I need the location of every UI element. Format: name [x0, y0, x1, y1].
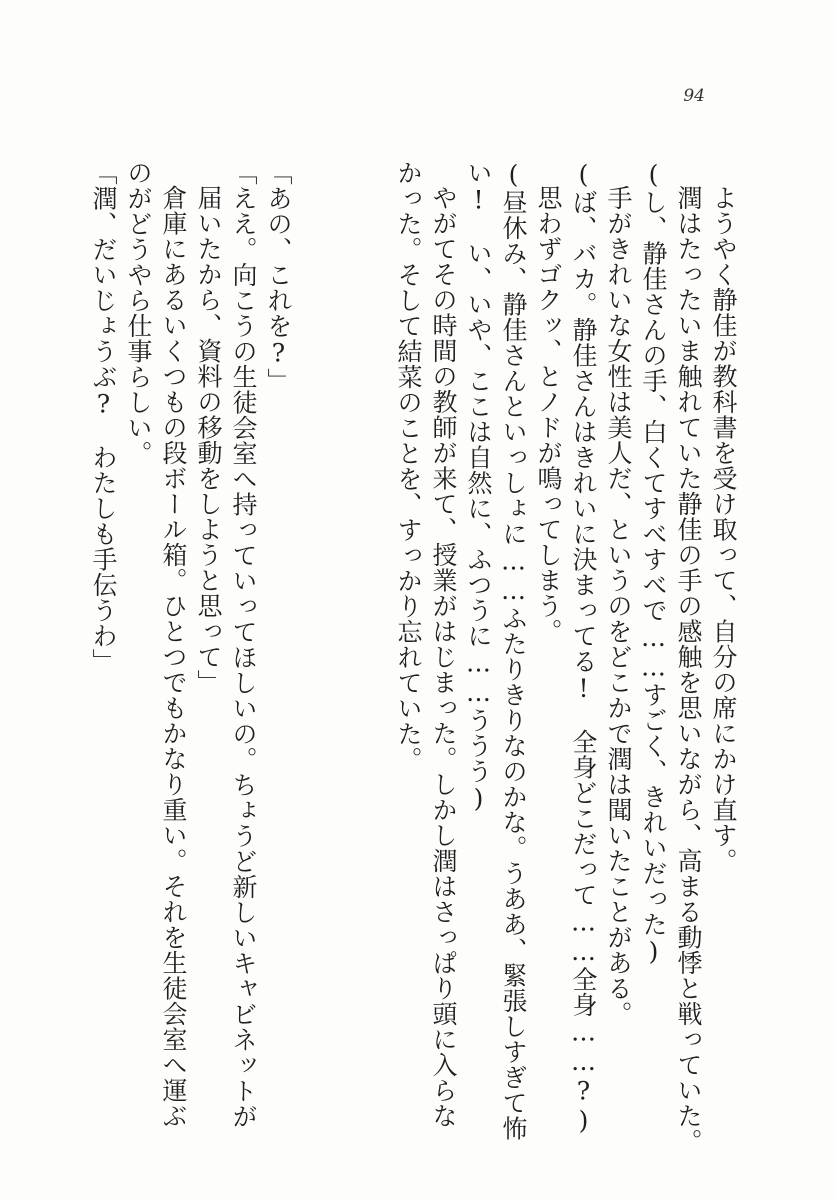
text-column: い! い、いや、ここは自然に、ふつうに……ううう): [464, 160, 493, 814]
text-column: (ば、バカ。静佳さんはきれいに決まってる! 全身どこだって……全身……?): [569, 160, 598, 1136]
text-column: 潤はたったいま触れていた静佳の手の感触を思いながら、高まる動悸と戦っていた。: [674, 185, 703, 1154]
text-column: (昼休み、静佳さんといっしょに……ふたりきりなのかな。うああ、緊張しすぎて怖: [499, 160, 528, 1141]
text-column: 「あの、これを?」: [264, 160, 293, 394]
text-column: 届いたから、資料の移動をしようと思って」: [194, 185, 223, 695]
page-number: 94: [683, 86, 705, 106]
text-column: 思わずゴクッ、とノドが鳴ってしまう。: [534, 185, 563, 644]
text-column: 手がきれいな女性は美人だ、というのをどこかで潤は聞いたことがある。: [604, 185, 633, 1027]
text-column: やがてその時間の教師が来て、授業がはじまった。しかし潤はさっぱり頭に入らな: [429, 185, 458, 1129]
vertical-text-body: [89, 160, 740, 1154]
text-column: のがどうやら仕事らしい。: [124, 160, 153, 466]
text-column: かった。そして結菜のことを、すっかり忘れていた。: [394, 160, 423, 772]
text-column: (し、静佳さんの手、白くてすべすべで……すごく、きれいだった): [639, 160, 668, 967]
text-column: 倉庫にあるいくつもの段ボール箱。ひとつでもかなり重い。それを生徒会室へ運ぶ: [159, 185, 188, 1129]
text-column: ようやく静佳が教科書を受け取って、自分の席にかけ直す。: [709, 185, 738, 874]
text-column: 「潤、だいじょうぶ? わたしも手伝うわ」: [89, 160, 118, 674]
text-column: 「ええ。向こうの生徒会室へ持っていってほしいの。ちょうど新しいキャビネットが: [229, 160, 258, 1129]
